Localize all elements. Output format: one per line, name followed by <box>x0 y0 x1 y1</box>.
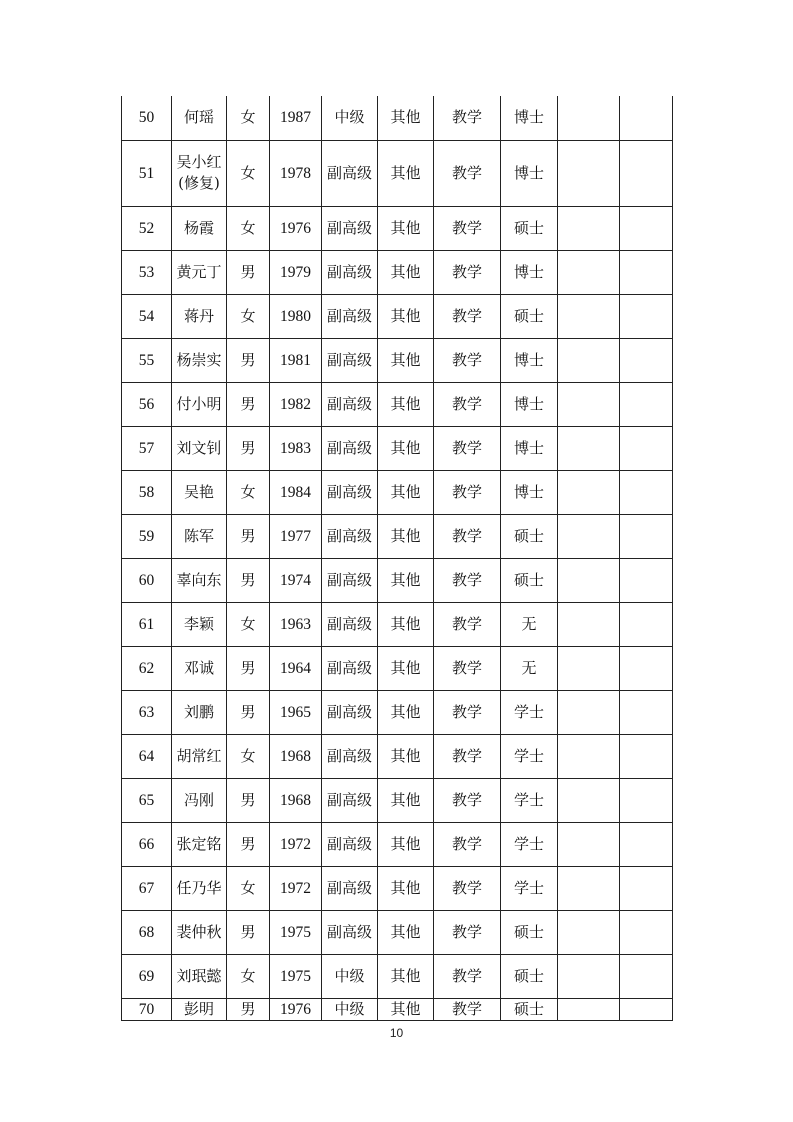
row-number-cell: 68 <box>122 910 172 954</box>
name-cell: 吴小红(修复) <box>172 140 227 206</box>
category-cell: 其他 <box>378 866 434 910</box>
category-cell: 其他 <box>378 338 434 382</box>
gender-cell: 男 <box>227 382 270 426</box>
degree-cell: 博士 <box>501 250 558 294</box>
row-number-cell: 65 <box>122 778 172 822</box>
row-number-cell: 66 <box>122 822 172 866</box>
blank-cell-1 <box>558 778 620 822</box>
gender-cell: 男 <box>227 514 270 558</box>
professional-title-cell: 副高级 <box>322 426 378 470</box>
blank-cell-1 <box>558 96 620 140</box>
position-type-cell: 教学 <box>434 866 501 910</box>
blank-cell-1 <box>558 558 620 602</box>
row-number-cell: 60 <box>122 558 172 602</box>
table-row <box>122 514 673 558</box>
gender-cell: 女 <box>227 866 270 910</box>
name-cell: 陈军 <box>172 514 227 558</box>
row-number-cell: 56 <box>122 382 172 426</box>
professional-title-cell: 副高级 <box>322 910 378 954</box>
degree-cell: 硕士 <box>501 206 558 250</box>
table-body <box>122 96 673 1020</box>
table-row <box>122 954 673 998</box>
category-cell: 其他 <box>378 96 434 140</box>
category-cell: 其他 <box>378 426 434 470</box>
blank-cell-2 <box>620 382 673 426</box>
table-row <box>122 426 673 470</box>
professional-title-cell: 副高级 <box>322 558 378 602</box>
professional-title-cell: 中级 <box>322 998 378 1020</box>
table-row <box>122 250 673 294</box>
blank-cell-1 <box>558 338 620 382</box>
blank-cell-1 <box>558 910 620 954</box>
blank-cell-2 <box>620 558 673 602</box>
table-row <box>122 778 673 822</box>
blank-cell-2 <box>620 690 673 734</box>
category-cell: 其他 <box>378 646 434 690</box>
gender-cell: 男 <box>227 778 270 822</box>
category-cell: 其他 <box>378 690 434 734</box>
blank-cell-2 <box>620 866 673 910</box>
name-cell: 裴仲秋 <box>172 910 227 954</box>
position-type-cell: 教学 <box>434 910 501 954</box>
category-cell: 其他 <box>378 250 434 294</box>
professional-title-cell: 中级 <box>322 96 378 140</box>
blank-cell-1 <box>558 470 620 514</box>
name-cell: 黄元丁 <box>172 250 227 294</box>
degree-cell: 博士 <box>501 96 558 140</box>
professional-title-cell: 副高级 <box>322 206 378 250</box>
category-cell: 其他 <box>378 558 434 602</box>
professional-title-cell: 副高级 <box>322 778 378 822</box>
birth-year-cell: 1963 <box>270 602 322 646</box>
category-cell: 其他 <box>378 514 434 558</box>
blank-cell-2 <box>620 602 673 646</box>
degree-cell: 硕士 <box>501 294 558 338</box>
gender-cell: 女 <box>227 602 270 646</box>
blank-cell-1 <box>558 140 620 206</box>
gender-cell: 女 <box>227 470 270 514</box>
degree-cell: 博士 <box>501 426 558 470</box>
name-cell: 付小明 <box>172 382 227 426</box>
blank-cell-1 <box>558 954 620 998</box>
position-type-cell: 教学 <box>434 96 501 140</box>
degree-cell: 无 <box>501 602 558 646</box>
professional-title-cell: 副高级 <box>322 140 378 206</box>
blank-cell-2 <box>620 822 673 866</box>
name-cell: 任乃华 <box>172 866 227 910</box>
blank-cell-1 <box>558 250 620 294</box>
birth-year-cell: 1964 <box>270 646 322 690</box>
table-row <box>122 140 673 206</box>
row-number-cell: 57 <box>122 426 172 470</box>
gender-cell: 女 <box>227 140 270 206</box>
name-cell: 张定铭 <box>172 822 227 866</box>
gender-cell: 男 <box>227 910 270 954</box>
degree-cell: 无 <box>501 646 558 690</box>
birth-year-cell: 1975 <box>270 910 322 954</box>
birth-year-cell: 1981 <box>270 338 322 382</box>
name-cell: 蒋丹 <box>172 294 227 338</box>
professional-title-cell: 副高级 <box>322 470 378 514</box>
category-cell: 其他 <box>378 822 434 866</box>
blank-cell-2 <box>620 470 673 514</box>
staff-table <box>121 96 673 1021</box>
blank-cell-2 <box>620 778 673 822</box>
row-number-cell: 54 <box>122 294 172 338</box>
row-number-cell: 52 <box>122 206 172 250</box>
name-cell: 李颖 <box>172 602 227 646</box>
page-number: 10 <box>389 1026 404 1040</box>
position-type-cell: 教学 <box>434 690 501 734</box>
degree-cell: 学士 <box>501 734 558 778</box>
position-type-cell: 教学 <box>434 250 501 294</box>
birth-year-cell: 1982 <box>270 382 322 426</box>
degree-cell: 硕士 <box>501 558 558 602</box>
degree-cell: 硕士 <box>501 954 558 998</box>
blank-cell-2 <box>620 294 673 338</box>
category-cell: 其他 <box>378 910 434 954</box>
degree-cell: 硕士 <box>501 998 558 1020</box>
table-row <box>122 338 673 382</box>
position-type-cell: 教学 <box>434 998 501 1020</box>
degree-cell: 学士 <box>501 822 558 866</box>
professional-title-cell: 中级 <box>322 954 378 998</box>
table-row <box>122 910 673 954</box>
category-cell: 其他 <box>378 294 434 338</box>
row-number-cell: 53 <box>122 250 172 294</box>
category-cell: 其他 <box>378 954 434 998</box>
position-type-cell: 教学 <box>434 514 501 558</box>
blank-cell-1 <box>558 734 620 778</box>
blank-cell-1 <box>558 514 620 558</box>
gender-cell: 女 <box>227 954 270 998</box>
birth-year-cell: 1979 <box>270 250 322 294</box>
professional-title-cell: 副高级 <box>322 382 378 426</box>
blank-cell-2 <box>620 206 673 250</box>
degree-cell: 学士 <box>501 690 558 734</box>
gender-cell: 男 <box>227 998 270 1020</box>
degree-cell: 学士 <box>501 778 558 822</box>
position-type-cell: 教学 <box>434 294 501 338</box>
name-cell: 冯刚 <box>172 778 227 822</box>
birth-year-cell: 1968 <box>270 734 322 778</box>
name-cell: 胡常红 <box>172 734 227 778</box>
gender-cell: 男 <box>227 646 270 690</box>
name-cell: 刘文钊 <box>172 426 227 470</box>
row-number-cell: 69 <box>122 954 172 998</box>
category-cell: 其他 <box>378 206 434 250</box>
blank-cell-2 <box>620 514 673 558</box>
birth-year-cell: 1976 <box>270 998 322 1020</box>
birth-year-cell: 1974 <box>270 558 322 602</box>
blank-cell-1 <box>558 646 620 690</box>
birth-year-cell: 1983 <box>270 426 322 470</box>
row-number-cell: 58 <box>122 470 172 514</box>
degree-cell: 学士 <box>501 866 558 910</box>
row-number-cell: 61 <box>122 602 172 646</box>
gender-cell: 男 <box>227 338 270 382</box>
row-number-cell: 51 <box>122 140 172 206</box>
birth-year-cell: 1978 <box>270 140 322 206</box>
row-number-cell: 62 <box>122 646 172 690</box>
position-type-cell: 教学 <box>434 426 501 470</box>
birth-year-cell: 1987 <box>270 96 322 140</box>
table-row <box>122 646 673 690</box>
blank-cell-1 <box>558 998 620 1020</box>
table-row <box>122 690 673 734</box>
birth-year-cell: 1977 <box>270 514 322 558</box>
category-cell: 其他 <box>378 470 434 514</box>
category-cell: 其他 <box>378 602 434 646</box>
birth-year-cell: 1976 <box>270 206 322 250</box>
gender-cell: 女 <box>227 206 270 250</box>
position-type-cell: 教学 <box>434 954 501 998</box>
blank-cell-2 <box>620 646 673 690</box>
blank-cell-1 <box>558 602 620 646</box>
degree-cell: 博士 <box>501 140 558 206</box>
name-cell: 吴艳 <box>172 470 227 514</box>
position-type-cell: 教学 <box>434 338 501 382</box>
gender-cell: 男 <box>227 250 270 294</box>
blank-cell-1 <box>558 206 620 250</box>
degree-cell: 硕士 <box>501 910 558 954</box>
category-cell: 其他 <box>378 382 434 426</box>
position-type-cell: 教学 <box>434 382 501 426</box>
position-type-cell: 教学 <box>434 558 501 602</box>
table-row <box>122 998 673 1020</box>
row-number-cell: 63 <box>122 690 172 734</box>
name-cell: 杨崇实 <box>172 338 227 382</box>
name-cell: 邓诚 <box>172 646 227 690</box>
position-type-cell: 教学 <box>434 778 501 822</box>
degree-cell: 博士 <box>501 470 558 514</box>
blank-cell-2 <box>620 338 673 382</box>
birth-year-cell: 1965 <box>270 690 322 734</box>
row-number-cell: 70 <box>122 998 172 1020</box>
blank-cell-1 <box>558 866 620 910</box>
blank-cell-1 <box>558 690 620 734</box>
name-cell: 刘鹏 <box>172 690 227 734</box>
blank-cell-2 <box>620 954 673 998</box>
blank-cell-1 <box>558 294 620 338</box>
category-cell: 其他 <box>378 734 434 778</box>
table-row <box>122 602 673 646</box>
gender-cell: 男 <box>227 822 270 866</box>
position-type-cell: 教学 <box>434 140 501 206</box>
professional-title-cell: 副高级 <box>322 514 378 558</box>
name-cell: 辜向东 <box>172 558 227 602</box>
name-cell: 刘珉懿 <box>172 954 227 998</box>
professional-title-cell: 副高级 <box>322 338 378 382</box>
blank-cell-2 <box>620 96 673 140</box>
table-row <box>122 470 673 514</box>
degree-cell: 博士 <box>501 338 558 382</box>
category-cell: 其他 <box>378 778 434 822</box>
table-row <box>122 382 673 426</box>
professional-title-cell: 副高级 <box>322 822 378 866</box>
position-type-cell: 教学 <box>434 734 501 778</box>
blank-cell-2 <box>620 910 673 954</box>
table-row <box>122 822 673 866</box>
birth-year-cell: 1972 <box>270 866 322 910</box>
professional-title-cell: 副高级 <box>322 646 378 690</box>
row-number-cell: 59 <box>122 514 172 558</box>
professional-title-cell: 副高级 <box>322 734 378 778</box>
degree-cell: 硕士 <box>501 514 558 558</box>
position-type-cell: 教学 <box>434 206 501 250</box>
row-number-cell: 64 <box>122 734 172 778</box>
blank-cell-1 <box>558 382 620 426</box>
blank-cell-2 <box>620 426 673 470</box>
table-row <box>122 558 673 602</box>
blank-cell-2 <box>620 250 673 294</box>
name-cell: 彭明 <box>172 998 227 1020</box>
row-number-cell: 55 <box>122 338 172 382</box>
category-cell: 其他 <box>378 998 434 1020</box>
name-cell: 何瑶 <box>172 96 227 140</box>
professional-title-cell: 副高级 <box>322 294 378 338</box>
birth-year-cell: 1984 <box>270 470 322 514</box>
name-cell: 杨霞 <box>172 206 227 250</box>
table-row <box>122 96 673 140</box>
row-number-cell: 67 <box>122 866 172 910</box>
blank-cell-1 <box>558 426 620 470</box>
gender-cell: 男 <box>227 558 270 602</box>
professional-title-cell: 副高级 <box>322 602 378 646</box>
birth-year-cell: 1972 <box>270 822 322 866</box>
blank-cell-2 <box>620 140 673 206</box>
professional-title-cell: 副高级 <box>322 690 378 734</box>
table-row <box>122 206 673 250</box>
birth-year-cell: 1980 <box>270 294 322 338</box>
birth-year-cell: 1968 <box>270 778 322 822</box>
birth-year-cell: 1975 <box>270 954 322 998</box>
professional-title-cell: 副高级 <box>322 866 378 910</box>
degree-cell: 博士 <box>501 382 558 426</box>
table-row <box>122 294 673 338</box>
professional-title-cell: 副高级 <box>322 250 378 294</box>
position-type-cell: 教学 <box>434 822 501 866</box>
category-cell: 其他 <box>378 140 434 206</box>
gender-cell: 女 <box>227 734 270 778</box>
gender-cell: 男 <box>227 690 270 734</box>
gender-cell: 女 <box>227 294 270 338</box>
row-number-cell: 50 <box>122 96 172 140</box>
table-row <box>122 734 673 778</box>
position-type-cell: 教学 <box>434 602 501 646</box>
blank-cell-2 <box>620 734 673 778</box>
position-type-cell: 教学 <box>434 646 501 690</box>
table-row <box>122 866 673 910</box>
position-type-cell: 教学 <box>434 470 501 514</box>
blank-cell-1 <box>558 822 620 866</box>
gender-cell: 女 <box>227 96 270 140</box>
blank-cell-2 <box>620 998 673 1020</box>
gender-cell: 男 <box>227 426 270 470</box>
